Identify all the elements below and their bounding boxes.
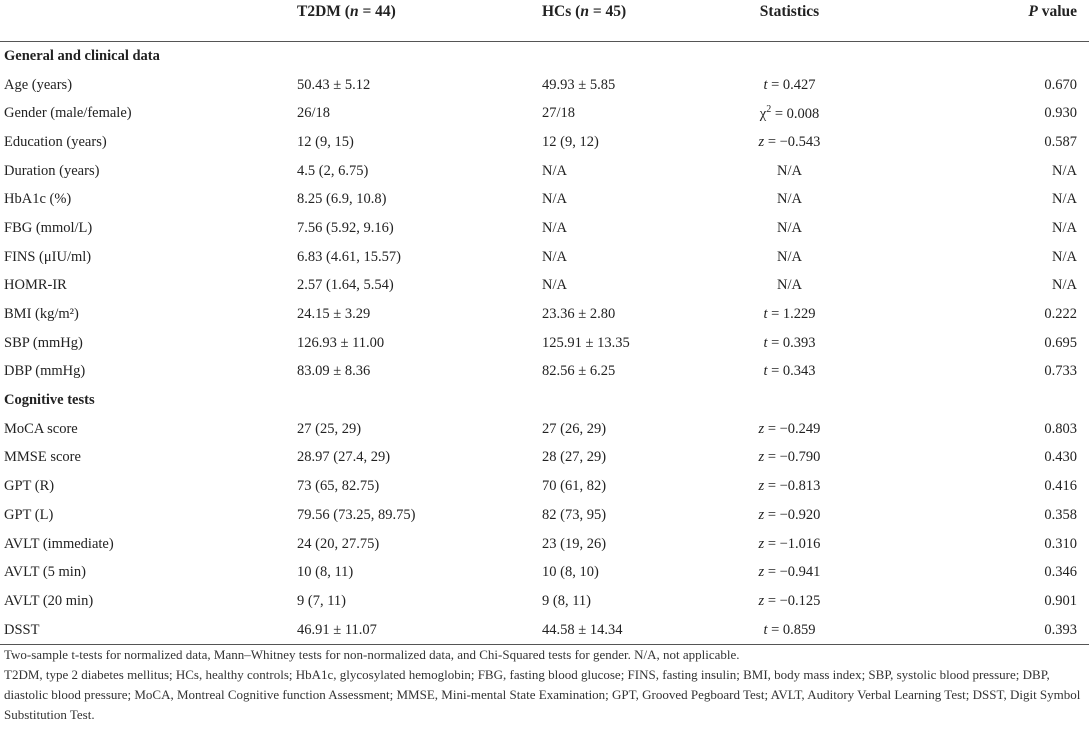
cell-variable: FINS (μIU/ml) [4,248,92,265]
table-row [0,300,1089,329]
header-t2dm-suffix: = 44) [358,3,396,20]
cell-hcs: 49.93 ± 5.85 [542,76,616,93]
cell-statistics [680,99,899,128]
table-row [0,214,1089,243]
cell-statistics [680,501,899,530]
cell-variable: DSST [0,616,215,645]
table-row [0,157,1089,186]
stat-value: = −0.125 [764,592,821,609]
table-row [0,501,1089,530]
cell-pvalue: 0.393 [899,616,1089,645]
header-pvalue-suffix: value [1037,3,1077,20]
cell-variable: GPT (R) [4,478,55,495]
cell-variable: BMI (kg/m²) [4,306,79,323]
cell-hcs: 12 (9, 12) [542,133,599,150]
cell-t2dm: 28.97 (27.4, 29) [297,449,391,466]
stat-value: = −1.016 [764,535,821,552]
cell-t2dm: 46.91 ± 11.07 [215,616,405,645]
cell-pvalue: 0.930 [1044,105,1077,122]
stat-symbol: χ [759,106,767,123]
table-row [0,587,1089,616]
table-body [0,42,1089,645]
section-title: General and clinical data [4,47,160,64]
stat-text: N/A [777,277,802,294]
header-hcs-prefix: HCs ( [542,3,581,20]
cell-hcs: 70 (61, 82) [542,478,607,495]
cell-statistics [680,185,899,214]
cell-statistics [680,358,899,387]
table-row [0,530,1089,559]
header-t2dm [215,0,405,42]
header-statistics: Statistics [680,0,899,42]
cell-pvalue: N/A [1052,277,1077,294]
header-row [0,0,1089,42]
stat-value: = −0.249 [764,420,821,437]
cell-pvalue: 0.803 [1044,420,1077,437]
cell-statistics [680,558,899,587]
cell-pvalue: 0.416 [1044,478,1077,495]
cell-t2dm: 24 (20, 27.75) [297,535,380,552]
cell-statistics [680,71,899,100]
footnote-abbreviations: T2DM, type 2 diabetes mellitus; HCs, healthy controls; HbA1c, glycosylated hemoglobin; FBG, fasting blood glucose; FINS, fasting insulin; BMI, body mass index; SBP, systolic blood pressure; DBP, diastolic blood pressure; MoCA, Montreal Cognitive function Assessment; MMSE, Mini-mental State Examination; GPT, Grooved Pegboard Test; AVLT, Auditory Verbal Learning Test; DSST, Digit Symbol Substitution Test. [4,667,1081,722]
cell-hcs: 27/18 [542,105,576,122]
header-hcs-n: n [580,3,589,20]
cell-t2dm: 73 (65, 82.75) [297,478,380,495]
cell-variable: AVLT (20 min) [4,592,94,609]
stat-symbol: z [758,564,765,581]
stat-symbol: t [763,621,768,638]
cell-statistics [680,415,899,444]
cell-variable: HbA1c (%) [4,191,72,208]
section-header-row [0,42,1089,71]
cell-pvalue: 0.695 [1044,334,1077,351]
cell-hcs: 27 (26, 29) [542,420,607,437]
cell-statistics [680,300,899,329]
cell-t2dm: 7.56 (5.92, 9.16) [297,219,394,236]
table-row [0,128,1089,157]
cell-hcs: 44.58 ± 14.34 [405,616,680,645]
cell-variable: GPT (L) [4,506,54,523]
stat-value: = 0.427 [767,76,816,93]
stat-symbol: z [758,592,765,609]
cell-hcs: 82.56 ± 6.25 [542,363,616,380]
cell-hcs: 82 (73, 95) [542,506,607,523]
cell-pvalue: 0.222 [1044,306,1077,323]
cell-variable: Education (years) [4,133,107,150]
table-footnotes [4,645,1082,725]
stat-value: = −0.790 [764,449,821,466]
cell-hcs: N/A [542,191,567,208]
table-row [0,243,1089,272]
cell-hcs: 9 (8, 11) [542,592,591,609]
cell-t2dm: 79.56 (73.25, 89.75) [297,506,416,523]
cell-t2dm: 12 (9, 15) [297,133,354,150]
stat-value: = −0.543 [764,133,821,150]
cell-hcs: N/A [542,277,567,294]
cell-variable: MMSE score [4,449,81,466]
table-row [0,329,1089,358]
cell-statistics [680,214,899,243]
stat-text: N/A [777,191,802,208]
stat-value: = −0.813 [764,478,821,495]
stat-symbol: z [758,420,765,437]
table-row [0,272,1089,301]
stat-value: = 0.393 [767,334,816,351]
cell-variable: Duration (years) [4,162,100,179]
stat-symbol: z [758,535,765,552]
cell-variable: AVLT (immediate) [4,535,114,552]
cell-pvalue: 0.733 [1044,363,1077,380]
section-title: Cognitive tests [4,392,95,409]
stat-superscript: 2 [766,104,772,116]
cell-pvalue: N/A [1052,248,1077,265]
stat-value: = −0.941 [764,564,821,581]
table-row [0,558,1089,587]
cell-variable: MoCA score [4,420,78,437]
stat-symbol: z [758,506,765,523]
cell-hcs: 10 (8, 10) [542,564,599,581]
stat-text: N/A [777,248,802,265]
cell-variable: Age (years) [4,76,73,93]
stat-symbol: z [758,478,765,495]
cell-statistics [680,329,899,358]
header-hcs-suffix: = 45) [588,3,627,20]
cell-variable: SBP (mmHg) [4,334,83,351]
header-t2dm-prefix: T2DM ( [297,3,350,20]
table-row [0,358,1089,387]
cell-t2dm: 4.5 (2, 6.75) [297,162,369,179]
cell-variable: Gender (male/female) [4,105,132,122]
cell-hcs: N/A [542,219,567,236]
cell-statistics [680,530,899,559]
cell-t2dm: 24.15 ± 3.29 [297,306,371,323]
cell-variable: AVLT (5 min) [4,564,86,581]
stat-value: = 1.229 [767,306,816,323]
stat-symbol: t [763,306,768,323]
cell-hcs: 23 (19, 26) [542,535,607,552]
cell-hcs: N/A [542,162,567,179]
table-row [0,185,1089,214]
header-t2dm-n: n [349,3,359,20]
cell-hcs: 23.36 ± 2.80 [542,306,616,323]
cell-hcs: N/A [542,248,567,265]
cell-statistics [680,587,899,616]
table-row [0,71,1089,100]
cell-pvalue: 0.346 [1044,564,1077,581]
header-pvalue [899,0,1089,42]
table-row [0,415,1089,444]
cell-statistics [680,128,899,157]
cell-t2dm: 9 (7, 11) [297,592,346,609]
cell-variable: FBG (mmol/L) [4,219,93,236]
stat-text: N/A [777,219,802,236]
cell-statistics [680,616,899,645]
stat-symbol: z [758,133,765,150]
cell-pvalue: 0.358 [1044,506,1077,523]
stat-value: = 0.343 [767,363,816,380]
header-pvalue-p: P [1028,3,1038,20]
cell-t2dm: 8.25 (6.9, 10.8) [297,191,387,208]
cell-statistics [680,157,899,186]
table-header [0,0,1089,42]
cell-statistics [680,444,899,473]
cell-t2dm: 2.57 (1.64, 5.54) [297,277,394,294]
stat-value: = −0.920 [764,506,821,523]
cell-pvalue: 0.670 [1044,76,1077,93]
cell-pvalue: 0.310 [1044,535,1077,552]
cell-t2dm: 27 (25, 29) [297,420,362,437]
header-variable [0,0,215,42]
cell-t2dm: 50.43 ± 5.12 [297,76,371,93]
table-row [0,99,1089,128]
stat-symbol: t [763,76,768,93]
stat-value: = 0.859 [767,621,816,638]
cell-pvalue: N/A [1052,162,1077,179]
cell-pvalue: 0.901 [1044,592,1077,609]
footnote-methods: Two-sample t-tests for normalized data, Mann–Whitney tests for non-normalized data, and Chi-Squared tests for gender. N/A, not applicable. [4,647,740,662]
table-row [0,472,1089,501]
cell-pvalue: 0.430 [1044,449,1077,466]
cell-t2dm: 83.09 ± 8.36 [297,363,371,380]
section-header-row [0,386,1089,415]
cell-variable: DBP (mmHg) [4,363,86,380]
header-hcs [405,0,680,42]
table-row [0,444,1089,473]
cell-t2dm: 26/18 [297,105,331,122]
cell-statistics [680,472,899,501]
cell-hcs: 125.91 ± 13.35 [542,334,630,351]
cell-pvalue: 0.587 [1044,133,1077,150]
cell-statistics [680,272,899,301]
cell-hcs: 28 (27, 29) [542,449,607,466]
stat-text: N/A [777,162,802,179]
cell-statistics [680,243,899,272]
cell-variable: HOMR-IR [4,277,67,294]
cell-pvalue: N/A [1052,191,1077,208]
cell-t2dm: 10 (8, 11) [297,564,354,581]
stat-symbol: t [763,334,768,351]
cell-pvalue: N/A [1052,219,1077,236]
stat-value: = 0.008 [771,106,820,123]
cell-t2dm: 126.93 ± 11.00 [297,334,385,351]
stat-symbol: t [763,363,768,380]
cell-t2dm: 6.83 (4.61, 15.57) [297,248,401,265]
stat-symbol: z [758,449,765,466]
table-row [0,616,1089,645]
